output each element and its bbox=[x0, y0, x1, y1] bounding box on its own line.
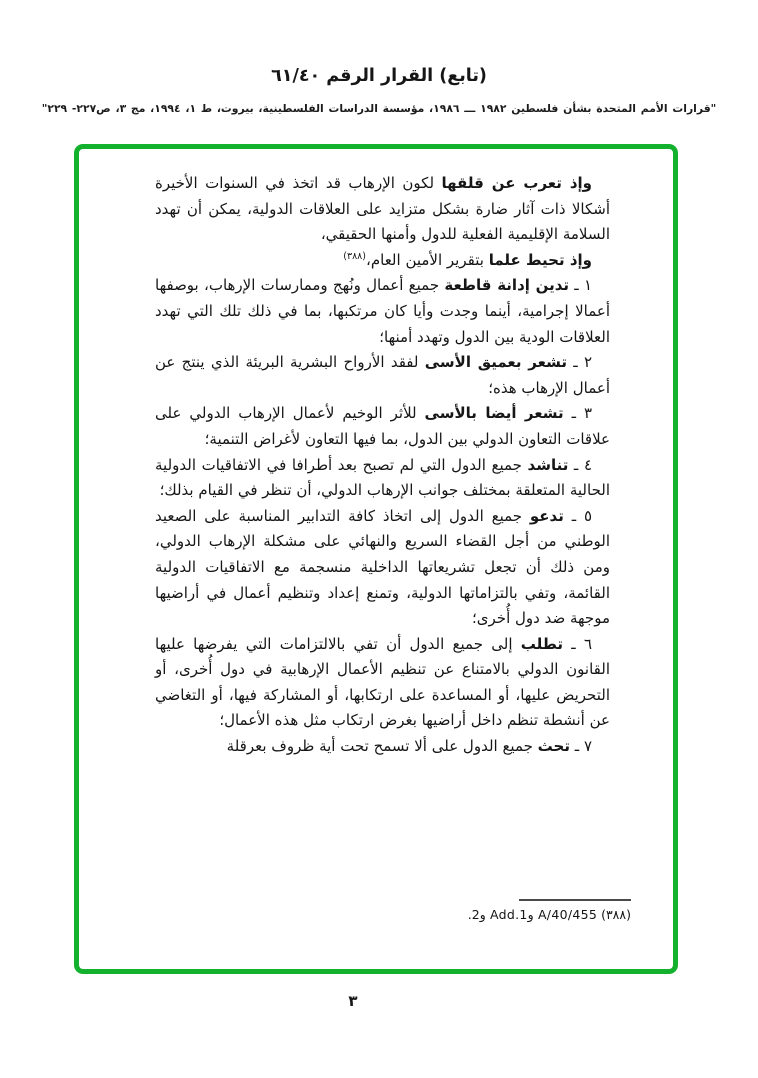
operative-paragraph: ٣ ـ تشعر أيضا بالأسى للأثر الوخيم لأعمال الإرهاب الدولي على علاقات التعاون الدولي بين الدول، بما فيها التعاون لأغراض التنمية؛ bbox=[155, 404, 610, 448]
source-citation: "قرارات الأمم المتحدة بشأن فلسطين ١٩٨٢ ـــ ١٩٨٦، مؤسسة الدراسات الفلسطينية، بيروت، ط ١، ١٩٩٤، مج ٣، ص٢٢٧- ٢٢٩" bbox=[41, 102, 717, 115]
footnote-text: (٣٨٨) A/40/455 وAdd.1 و2. bbox=[467, 907, 631, 922]
preamble-paragraph: وإذ تحيط علما بتقرير الأمين العام،$^{(٣٨٨)}$ bbox=[343, 250, 592, 269]
footnote-reference: (٣٨٨) bbox=[343, 250, 366, 262]
page-header bbox=[0, 66, 758, 86]
paragraph-lead: وإذ تعرب عن قلقها bbox=[441, 174, 592, 192]
page-number: ٣ bbox=[348, 992, 358, 1010]
operative-paragraph: ٢ ـ تشعر بعميق الأسى لفقد الأرواح البشرية البريئة الذي ينتج عن أعمال الإرهاب هذه؛ bbox=[155, 353, 610, 397]
paragraph-number: ٣ ـ bbox=[563, 404, 592, 423]
paragraph-lead: تناشد bbox=[527, 455, 569, 474]
operative-paragraph: ٦ ـ تطلب إلى جميع الدول أن تفي بالالتزامات التي يفرضها عليها القانون الدولي بالامتناع عن تنظيم الأعمال الإرهابية في دول أُخرى، أو التحريض عليها، أو المساعدة على ارتكابها، أو المشاركة فيها، أو التغاضي عن أنشطة تنظم داخل أراضيها بغرض ارتكاب مثل هذه الأعمال؛ bbox=[155, 634, 610, 730]
paragraph-lead: تشعر بعميق الأسى bbox=[424, 353, 567, 372]
paragraph-lead: تطلب bbox=[520, 634, 564, 653]
paragraph-number: ٥ ـ bbox=[563, 506, 592, 525]
resolution-title: (تابع) القرار الرقم ٦١/٤٠ bbox=[271, 66, 487, 86]
paragraph-lead: تحث bbox=[537, 737, 570, 756]
paragraph-number: ٦ ـ bbox=[563, 634, 592, 653]
paragraph-number: ٧ ـ bbox=[570, 737, 592, 756]
paragraph-number: ٢ ـ bbox=[566, 353, 592, 372]
operative-paragraph: ٧ ـ تحث جميع الدول على ألا تسمح تحت أية ظروف بعرقلة bbox=[226, 737, 592, 756]
annotation-highlight-box bbox=[74, 144, 678, 974]
paragraph-lead: وإذ تحيط علما bbox=[488, 250, 592, 269]
paragraph-lead: تشعر أيضا بالأسى bbox=[424, 404, 564, 423]
paragraph-number: ١ ـ bbox=[569, 276, 592, 295]
operative-paragraph: ٥ ـ تدعو جميع الدول إلى اتخاذ كافة التدابير المناسبة على الصعيد الوطني من أجل القضاء السريع والنهائي على مشكلة الإرهاب الدولي، ومن ذلك أن تجعل تشريعاتها الداخلية منسجمة مع الاتفاقيات الدولية القائمة، وتفي بالتزاماتها الدولية، وتمنع إعداد وتنظيم أعمال في أراضيها موجهة ضد دول أُخرى؛ bbox=[155, 506, 610, 628]
paragraph-number: ٤ ـ bbox=[568, 455, 592, 474]
operative-paragraph: ٤ ـ تناشد جميع الدول التي لم تصبح بعد أطرافا في الاتفاقيات الدولية الحالية المتعلقة بمختلف جوانب الإرهاب الدولي، أن تنظر في القيام بذلك؛ bbox=[155, 455, 610, 500]
preamble-paragraph: وإذ تعرب عن قلقها لكون الإرهاب قد اتخذ في السنوات الأخيرة أشكالا ذات آثار ضارة بشكل متزايد على العلاقات الدولية، يمكن أن تهدد السلامة الإقليمية الفعلية للدول وأمنها الحقيقي، bbox=[155, 174, 610, 244]
footnote-divider bbox=[519, 899, 631, 901]
paragraph-lead: تدعو bbox=[529, 506, 564, 525]
operative-paragraph: ١ ـ تدين إدانة قاطعة جميع أعمال ونُهج وممارسات الإرهاب، بوصفها أعمالا إجرامية، أينما وجدت وأيا كان مرتكبها، بما في ذلك تلك التي تهدد العلاقات الودية بين الدول وتهدد أمنها؛ bbox=[155, 276, 610, 346]
paragraph-lead: تدين إدانة قاطعة bbox=[444, 276, 570, 295]
resolution-body bbox=[79, 149, 673, 760]
